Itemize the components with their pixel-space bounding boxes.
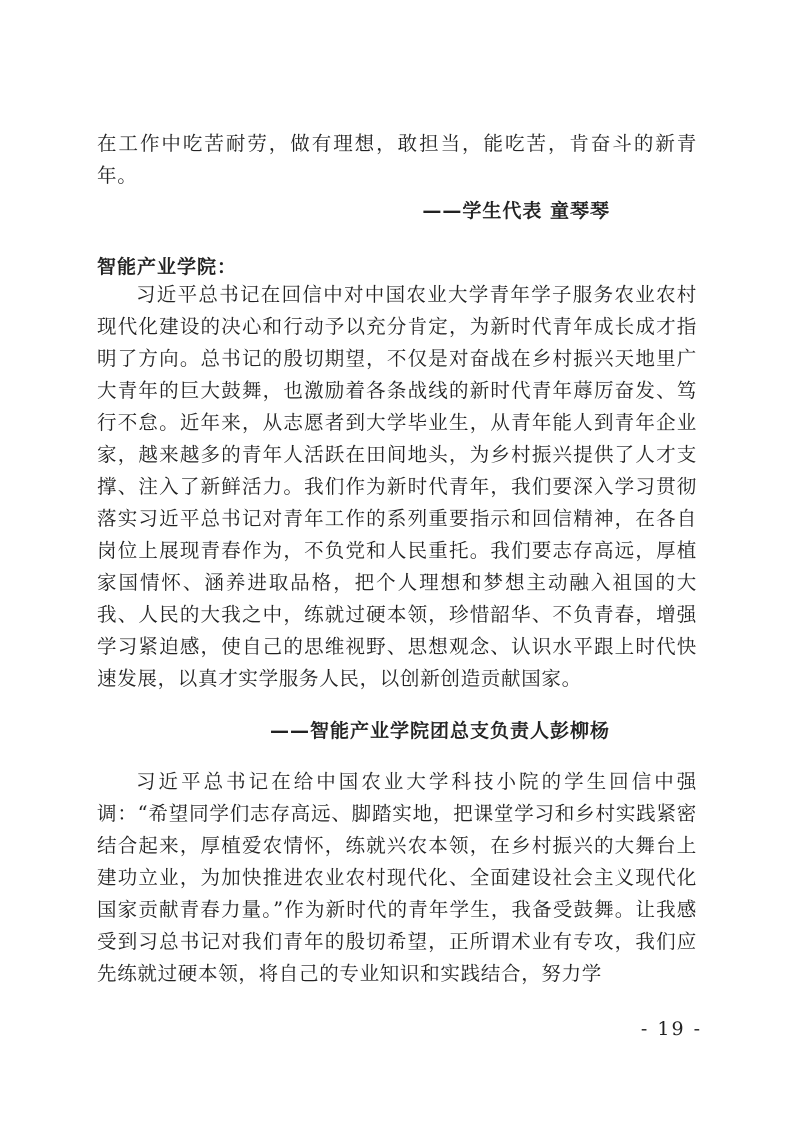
signature-student-representative: ——学生代表 童琴琴 [422, 200, 610, 222]
paragraph-body: 习近平总书记在给中国农业大学科技小院的学生回信中强调：“希望同学们志存高远、脚踏实地，把课堂学习和乡村实践紧密结合起来，厚植爱农情怀，练就兴农本领，在乡村振兴的大舞台上建功立业，为加快推进农业农村现代化、全面建设社会主义现代化国家贡献青春力量。”作为新时代的青年学生，我备受鼓舞。让我感受到习总书记对我们青年的殷切希望，正所谓术业有专攻，我们应先练就过硬本领，将自己的专业知识和实践结合，努力学 [97, 770, 697, 985]
paragraph-body: 习近平总书记在回信中对中国农业大学青年学子服务农业农村现代化建设的决心和行动予以充分肯定，为新时代青年成长成才指明了方向。总书记的殷切期望，不仅是对奋战在乡村振兴天地里广大青年的巨大鼓舞，也激励着各条战线的新时代青年蓐厉奋发、笃行不怠。近年来，从志愿者到大学毕业生，从青年能人到青年企业家，越来越多的青年人活跃在田间地头，为乡村振兴提供了人才支撑、注入了新鲜活力。我们作为新时代青年，我们要深入学习贯彻落实习近平总书记对青年工作的系列重要指示和回信精神，在各自岗位上展现青春作为，不负党和人民重托。我们要志存高远，厚植家国情怀、涵养进取品格，把个人理想和梦想主动融入祖国的大我、人民的大我之中，练就过硬本领，珍惜韶华、不负青春，增强学习紧迫感，使自己的思维视野、思想观念、认识水平跟上时代快速发展，以真才实学服务人民，以创新创造贡献国家。 [97, 283, 697, 690]
section-heading: 智能产业学院： [97, 256, 238, 278]
signature-league-branch-leader: ——智能产业学院团总支负责人彭柳杨 [269, 720, 610, 742]
paragraph-continued: 在工作中吃苦耐劳，做有理想，敢担当，能吃苦，肯奋斗的新青年。 [97, 132, 697, 187]
page-number: - 19 - [640, 1018, 702, 1040]
